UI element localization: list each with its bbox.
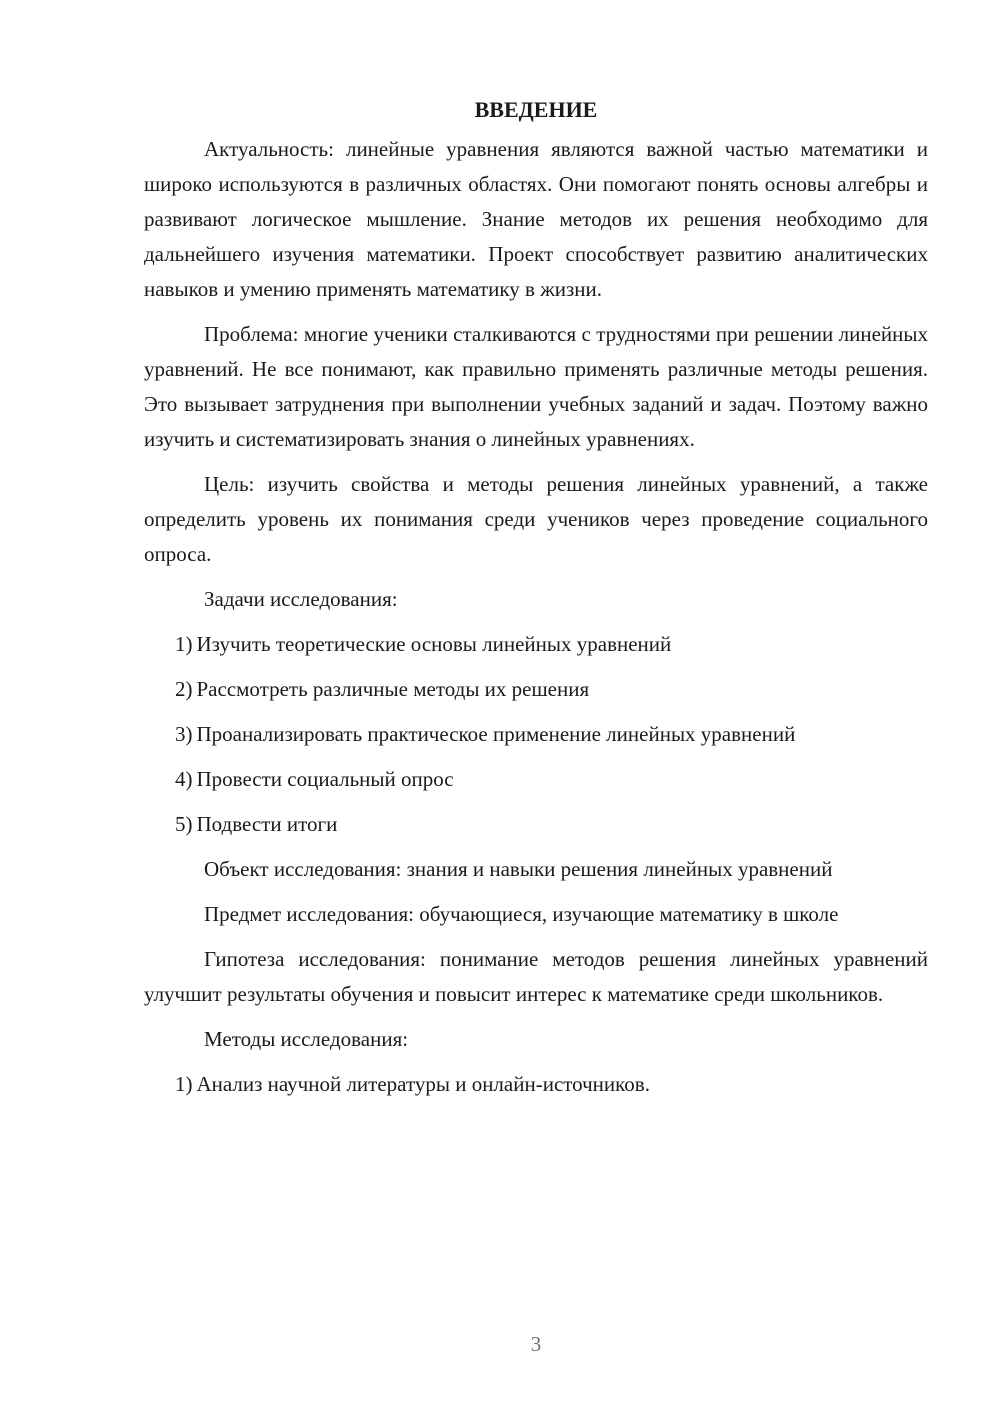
list-item-text: Проанализировать практическое применение линейных уравнений: [196, 722, 796, 746]
list-item-number: 5): [175, 812, 193, 836]
list-item-text: Анализ научной литературы и онлайн-источников.: [196, 1072, 650, 1096]
paragraph-object: Объект исследования: знания и навыки решения линейных уравнений: [204, 857, 833, 881]
list-item-text: Провести социальный опрос: [196, 767, 454, 791]
list-item: [144, 717, 928, 752]
document-page: [144, 92, 928, 1112]
list-item-text: Подвести итоги: [196, 812, 338, 836]
list-item: [144, 627, 928, 662]
paragraph-problem: Проблема: многие ученики сталкиваются с трудностями при решении линейных уравнений. Не все понимают, как правильно применять различные методы решения. Это вызывает затруднения при выполнении учебных заданий и задач. Поэтому важно изучить и систематизировать знания о линейных уравнениях.: [144, 322, 928, 451]
list-item-number: 1): [175, 1072, 193, 1096]
methods-heading: Методы исследования:: [204, 1027, 409, 1051]
list-item: [144, 762, 928, 797]
list-item: [144, 672, 928, 707]
paragraph-hypothesis: Гипотеза исследования: понимание методов решения линейных уравнений улучшит результаты обучения и повысит интерес к математике среди школьников.: [144, 947, 928, 1006]
list-item-number: 1): [175, 632, 193, 656]
paragraph-subject: Предмет исследования: обучающиеся, изучающие математику в школе: [204, 902, 839, 926]
page-title: ВВЕДЕНИЕ: [474, 97, 598, 122]
paragraph-goal: Цель: изучить свойства и методы решения линейных уравнений, а также определить уровень их понимания среди учеников через проведение социального опроса.: [144, 472, 928, 566]
list-item: [144, 1067, 928, 1102]
list-item-text: Изучить теоретические основы линейных уравнений: [196, 632, 672, 656]
list-item: [144, 807, 928, 842]
tasks-list: [144, 627, 928, 842]
list-item-text: Рассмотреть различные методы их решения: [196, 677, 590, 701]
list-item-number: 2): [175, 677, 193, 701]
list-item-number: 4): [175, 767, 193, 791]
page-number: 3: [530, 1332, 542, 1356]
paragraph-relevance: Актуальность: линейные уравнения являются важной частью математики и широко используются в различных областях. Они помогают понять основы алгебры и развивают логическое мышление. Знание методов их решения необходимо для дальнейшего изучения математики. Проект способствует развитию аналитических навыков и умению применять математику в жизни.: [144, 137, 928, 301]
methods-list: [144, 1067, 928, 1102]
list-item-number: 3): [175, 722, 193, 746]
tasks-heading: Задачи исследования:: [204, 587, 398, 611]
